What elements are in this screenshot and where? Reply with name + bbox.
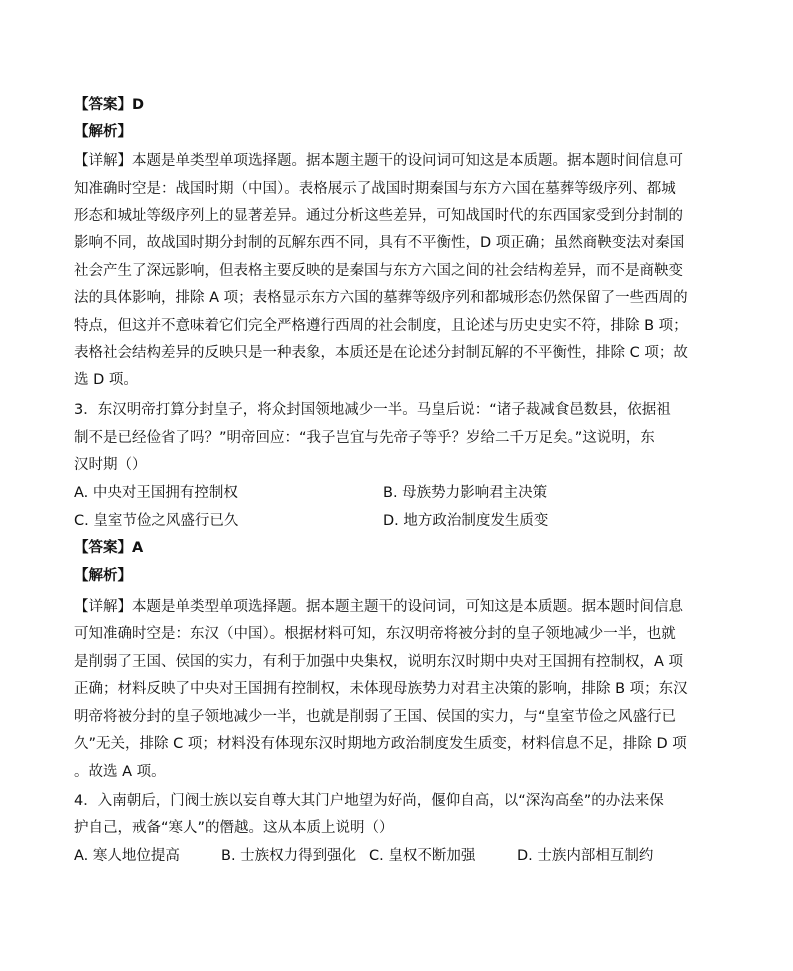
explanation-line: 特点，但这并不意味着它们完全严格遵行西周的社会制度，且论述与历史史实不符，排除 B 项； <box>74 318 688 334</box>
question-stem-line: 3．东汉明帝打算分封皇子，将众封国领地减少一半。马皇后说：“诸子裁减食邑数县，依据祖 <box>74 402 671 418</box>
option-a: A. 中央对王国拥有控制权 <box>74 485 238 501</box>
option-b: B. 母族势力影响君主决策 <box>383 485 548 501</box>
option-c: C. 皇室节俭之风盛行已久 <box>74 513 239 529</box>
option-d: D. 地方政治制度发生质变 <box>383 513 549 529</box>
explanation-line: 社会产生了深远影响，但表格主要反映的是秦国与东方六国之间的社会结构差异，而不是商鞅变 <box>74 263 683 279</box>
explanation-line: 正确；材料反映了中央对王国拥有控制权，未体现母族势力对君主决策的影响，排除 B 项；东汉 <box>74 681 688 697</box>
explanation-line: 明帝将被分封的皇子领地减少一半，也就是削弱了王国、侯国的实力，与“皇室节俭之风盛行已 <box>74 709 677 725</box>
explanation-line: 久”无关，排除 C 项；材料没有体现东汉时期地方政治制度发生质变，材料信息不足，排除 D 项 <box>74 736 687 752</box>
question-stem-line: 汉时期（） <box>74 457 147 473</box>
explanation-line: 形态和城址等级序列上的显著差异。通过分析这些差异，可知战国时代的东西国家受到分封制的 <box>74 208 683 224</box>
question-stem-line: 制不是已经俭省了吗？”明帝回应：“我子岂宜与先帝子等乎？岁给二千万足矣。”这说明，东 <box>74 430 655 446</box>
explanation-line: 【详解】本题是单类型单项选择题。据本题主题干的设问词可知这是本质题。据本题时间信息可 <box>74 153 683 169</box>
question-stem-line: 护自己，戒备“寒人”的僭越。这从本质上说明（） <box>74 820 394 836</box>
question-stem-line: 4．入南朝后，门阀士族以妄自尊大其门户地望为好尚，偃仰自高，以“深沟高垒”的办法来保 <box>74 793 664 809</box>
explanation-line: 表格社会结构差异的反映只是一种表象，本质还是在论述分封制瓦解的不平衡性，排除 C 项；故 <box>74 345 688 361</box>
option-b: B. 士族权力得到强化 <box>221 848 357 864</box>
explanation-line: 。故选 A 项。 <box>74 764 166 780</box>
explanation-line: 选 D 项。 <box>74 372 138 388</box>
explanation-line: 【详解】本题是单类型单项选择题。据本题主题干的设问词，可知这是本质题。据本题时间信息 <box>74 599 683 615</box>
q3-answer: 【答案】A <box>74 540 144 556</box>
q2-analysis-label: 【解析】 <box>74 124 132 140</box>
q3-analysis-label: 【解析】 <box>74 568 132 584</box>
q2-answer: 【答案】D <box>74 97 145 113</box>
explanation-line: 知准确时空是：战国时期（中国）。表格展示了战国时期秦国与东方六国在墓葬等级序列、都城 <box>74 181 676 197</box>
explanation-line: 法的具体影响，排除 A 项；表格显示东方六国的墓葬等级序列和都城形态仍然保留了一些西周的 <box>74 290 688 306</box>
option-a: A. 寒人地位提高 <box>74 848 180 864</box>
explanation-line: 是削弱了王国、侯国的实力，有利于加强中央集权，说明东汉时期中央对王国拥有控制权，A 项 <box>74 654 684 670</box>
explanation-line: 影响不同，故战国时期分封制的瓦解东西不同，具有不平衡性，D 项正确；虽然商鞅变法对秦国 <box>74 235 685 251</box>
explanation-line: 可知准确时空是：东汉（中国）。根据材料可知，东汉明帝将被分封的皇子领地减少一半，也就 <box>74 626 676 642</box>
option-d: D. 士族内部相互制约 <box>517 848 654 864</box>
option-c: C. 皇权不断加强 <box>369 848 476 864</box>
